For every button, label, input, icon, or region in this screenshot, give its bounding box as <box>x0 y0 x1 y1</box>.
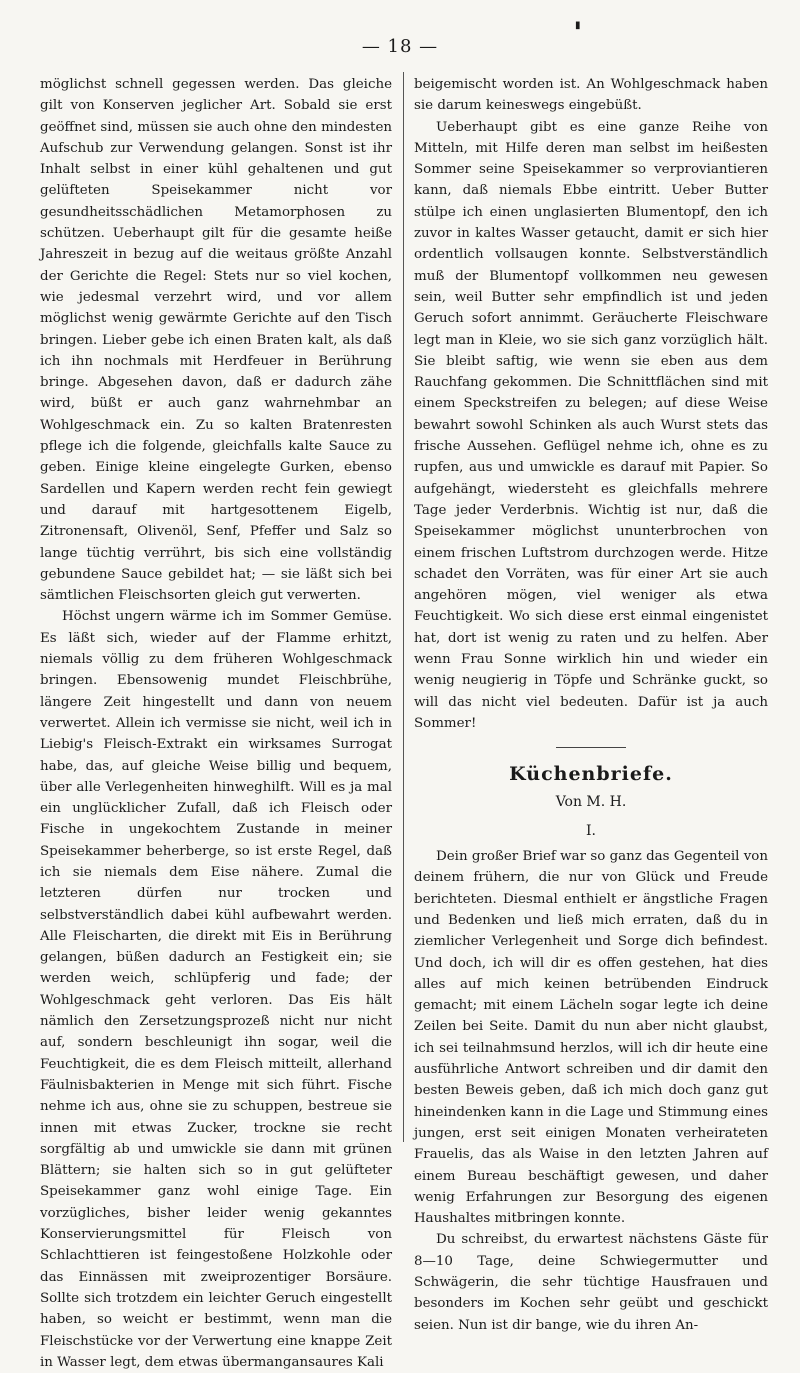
paragraph: Ueberhaupt gibt es eine ganze Reihe von Mitteln, mit Hilfe deren man selbst im heißesten Sommer seine Speisekammer so verproviantieren kann, daß niemals Ebbe eintritt. Ueber Butter stülpe ich einen unglasierten Blumentopf, den ich zuvor in kaltes Wasser getaucht, damit er sich hier ordentlich vollsaugen konnte. Selbstverständlich muß der Blumentopf vollkommen neu gewesen sein, weil Butter sehr empfindlich ist und jeden Geruch sofort annimmt. Geräucherte Fleischware legt man in Kleie, wo sie sich ganz vorzüglich hält. Sie bleibt saftig, wie wenn sie eben aus dem Rauchfang gekommen. Die Schnittflächen sind mit einem Speckstreifen zu belegen; auf diese Weise bewahrt sowohl Schinken als auch Wurst stets das frische Aussehen. Geflügel nehme ich, ohne es zu rupfen, aus und umwickle es darauf mit Papier. So aufgehängt, wiedersteht es gleichfalls mehrere Tage jeder Verderbnis. Wichtig ist nur, daß die Speisekammer möglichst ununterbrochen von einem frischen Luftstrom durchzogen werde. Hitze schadet den Vorräten, was für einer Art sie auch angehören mögen, viel weniger als etwa Feuchtigkeit. Wo sich diese erst einmal eingenistet hat, dort ist wenig zu raten und zu helfen. Aber wenn Frau Sonne wirklich hin und wieder ein wenig neugierig in Töpfe und Schränke guckt, so will das nicht viel bedeuten. Dafür ist ja auch Sommer! <box>414 119 768 731</box>
section-divider <box>556 747 626 748</box>
column-divider <box>403 72 404 1142</box>
letter-number: I. <box>586 822 596 839</box>
paragraph: beigemischt worden ist. An Wohlgeschmack haben sie darum keineswegs eingebüßt. <box>414 77 768 114</box>
right-column <box>414 74 768 1336</box>
paragraph: Höchst ungern wärme ich im Sommer Gemüse. Es läßt sich, wieder auf der Flamme erhitzt, niemals völlig zu dem früheren Wohlgeschmack bringen. Ebensowenig mundet Fleischbrühe, längere Zeit hingestellt und dann von neuem verwertet. Allein ich vermisse sie nicht, weil ich in Liebig's Fleisch-Extrakt ein wirksames Surrogat habe, das, auf gleiche Weise billig und bequem, über alle Verlegenheiten hinweghilft. Will es ja mal ein unglücklicher Zufall, daß ich Fleisch oder Fische in ungekochtem Zustande in meiner Speisekammer beherberge, so ist erste Regel, daß ich sie niemals dem Eise nähere. Zumal die letzteren dürfen nur trocken und selbstverständlich dabei kühl aufbewahrt werden. Alle Fleischarten, die direkt mit Eis in Berührung gelangen, büßen dadurch an Festigkeit ein; sie werden weich, schlüpferig und fade; der Wohlgeschmack geht verloren. Das Eis hält nämlich den Zersetzungsprozeß nicht nur nicht auf, sondern beschleunigt ihn sogar, weil die Feuchtigkeit, die es dem Fleisch mitteilt, allerhand Fäulnisbakterien in Menge mit sich führt. Fische nehme ich aus, ohne sie zu schuppen, bestreue sie innen mit etwas Zucker, trockne sie recht sorgfältig ab und umwickle sie dann mit grünen Blättern; sie halten sich so in gut gelüfteter Speisekammer ganz wohl einige Tage. Ein vorzügliches, bisher leider wenig gekanntes Konservierungsmittel für Fleisch von Schlachttieren ist feingestoßene Holzkohle oder das Einnässen mit zweiprozentiger Borsäure. Sollte sich trotzdem ein leichter Geruch eingestellt haben, so weicht er bestimmt, wenn man die Fleischstücke vor der Verwertung eine knappe Zeit in Wasser legt, dem etwas übermangansaures Kali <box>40 609 392 1370</box>
page-number: — 18 — <box>361 36 439 57</box>
left-column <box>40 74 392 1373</box>
author-byline: Von M. H. <box>555 793 627 810</box>
paragraph: Du schreibst, du erwartest nächstens Gäste für 8—10 Tage, deine Schwiegermutter und Schwägerin, die sehr tüchtige Hausfrauen und besonders im Kochen sehr geübt und geschickt seien. Nun ist dir bange, wie du ihren An- <box>414 1232 768 1333</box>
paragraph: möglichst schnell gegessen werden. Das gleiche gilt von Konserven jeglicher Art. Sobald sie erst geöffnet sind, müssen sie auch ohne den mindesten Aufschub zur Verwendung gelangen. Sonst ist ihr Inhalt selbst in einer kühl gehaltenen und gut gelüfteten Speisekammer nicht vor gesundheitsschädlichen Metamorphosen zu schützen. Ueberhaupt gilt für die gesamte heiße Jahreszeit in bezug auf die weitaus größte Anzahl der Gerichte die Regel: Stets nur so viel kochen, wie jedesmal verzehrt wird, und vor allem möglichst wenig gewärmte Gerichte auf den Tisch bringen. Lieber gebe ich einen Braten kalt, als daß ich ihn nochmals mit Herdfeuer in Berührung bringe. Abgesehen davon, daß er dadurch zähe wird, büßt er auch ganz wahrnehmbar an Wohlgeschmack ein. Zu so kalten Bratenresten pflege ich die folgende, gleichfalls kalte Sauce zu geben. Einige kleine eingelegte Gurken, ebenso Sardellen und Kapern werden recht fein gewiegt und darauf mit hartgesottenem Eigelb, Zitronensaft, Olivenöl, Senf, Pfeffer und Salz so lange tüchtig verrührt, bis sich eine vollständig gebundene Sauce gebildet hat; — sie läßt sich bei sämtlichen Fleischsorten gleich gut verwerten. <box>40 77 392 604</box>
section-heading: Küchenbriefe. <box>509 763 673 786</box>
paragraph: Dein großer Brief war so ganz das Gegenteil von deinem frühern, die nur von Glück und Freude berichteten. Diesmal enthielt er ängstliche Fragen und Bedenken und ließ mich erraten, daß du in ziemlicher Verlegenheit und Sorge dich befindest. Und doch, ich will dir es offen gestehen, hat dies alles auf mich keinen betrübenden Eindruck gemacht; mit einem Lächeln sogar legte ich deine Zeilen bei Seite. Damit du nun aber nicht glaubst, ich sei teilnahmsund herzlos, will ich dir heute eine ausführliche Antwort schreiben und dir damit den besten Beweis geben, daß ich mich doch ganz gut hineindenken kann in die Lage und Stimmung eines jungen, erst seit einigen Monaten verheirateten Frauelis, das als Waise in den letzten Jahren auf einem Bureau beschäftigt gewesen, und daher wenig Erfahrungen zur Besorgung des eigenen Haushaltes mitbringen konnte. <box>414 849 768 1227</box>
print-speck: ▮ <box>575 20 581 31</box>
